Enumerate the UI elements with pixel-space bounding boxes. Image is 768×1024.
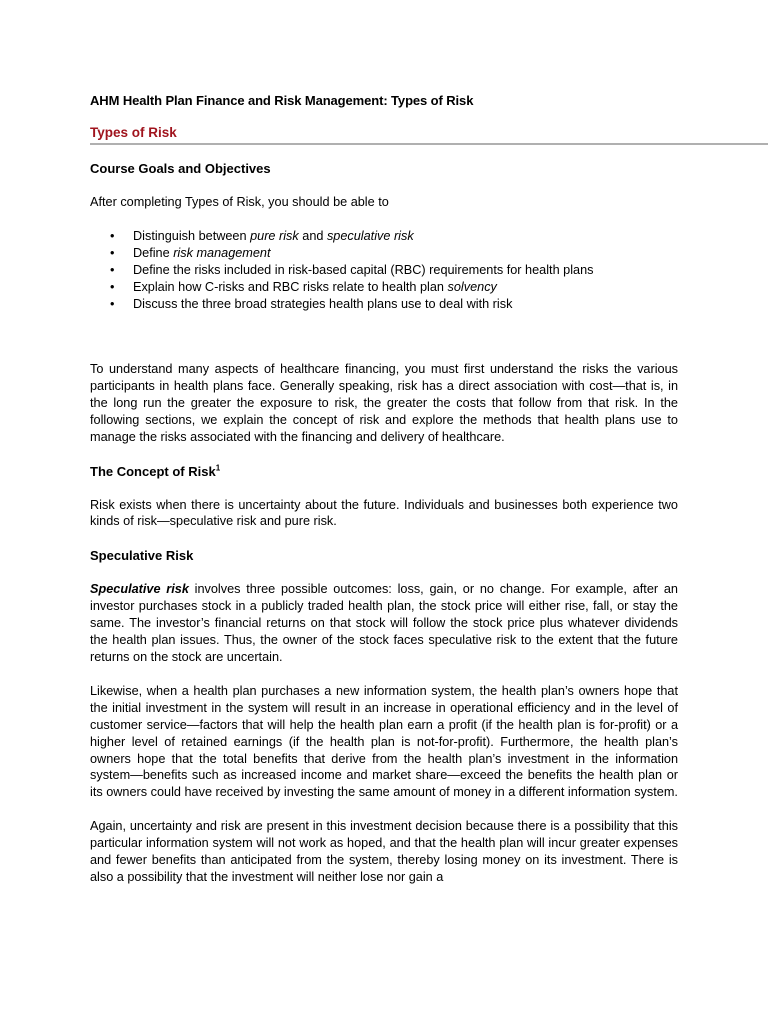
speculative-paragraph-3: Again, uncertainty and risk are present in this investment decision because there is a possibility that this particular information system will not work as hoped, and that the health plan will incur greater expenses and fewer benefits than anticipated from the system, thereby losing money on its investment. There is also a possibility that the investment will neither lose nor gain a bbox=[90, 819, 678, 884]
goal-item: • Explain how C-risks and RBC risks relate to health plan solvency bbox=[90, 279, 678, 296]
goals-intro: After completing Types of Risk, you should be able to bbox=[90, 195, 389, 209]
section-heading-text: Types of Risk bbox=[90, 125, 177, 140]
goal-item: • Define risk management bbox=[90, 245, 678, 262]
speculative-term: Speculative risk bbox=[90, 582, 189, 597]
concept-paragraph: Risk exists when there is uncertainty about the future. Individuals and businesses both experience two kinds of risk—speculative risk and pure risk. bbox=[90, 497, 678, 529]
speculative-paragraph-1: Speculative risk involves three possible outcomes: loss, gain, or no change. For example, after an investor purchases stock in a publicly traded health plan, the stock price will either rise, fall, or stay the same. The investor’s financial returns on that stock will follow the stock price plus whatever dividends the health plan issues. Thus, the owner of the stock faces speculative risk to the extent that the future returns on the stock are uncertain. bbox=[90, 582, 678, 664]
document-title: AHM Health Plan Finance and Risk Management: Types of Risk bbox=[90, 93, 474, 108]
speculative-heading: Speculative Risk bbox=[90, 548, 194, 564]
document-body bbox=[90, 92, 678, 886]
intro-paragraph: To understand many aspects of healthcare financing, you must first understand the risks the various participants in health plans face. Generally speaking, risk has a direct association with cost—that is, in the long run the greater the exposure to risk, the greater the costs that follow from that risk. In the following sections, we explain the concept of risk and explore the methods that health plans use to manage the risks associated with the financing and delivery of healthcare. bbox=[90, 362, 678, 444]
speculative-paragraph-2: Likewise, when a health plan purchases a new information system, the health plan’s owners hope that the initial investment in the system will result in an increase in operational efficiency and in the level of customer service—factors that will help the health plan earn a profit (if the health plan is for-profit) or a higher level of retained earnings (if the health plan is not-for-profit). Furthermore, the health plan’s owners hope that the total benefits that derive from the health plan’s investment in the information system—benefits such as increased income and market share—exceed the benefits the health plan or its owners could have received by investing the same amount of money in a different information system. bbox=[90, 683, 678, 800]
goals-list bbox=[90, 228, 678, 313]
goal-item: • Define the risks included in risk-based capital (RBC) requirements for health plans bbox=[90, 262, 678, 279]
goals-heading: Course Goals and Objectives bbox=[90, 161, 271, 176]
goal-item: • Distinguish between pure risk and speculative risk bbox=[90, 228, 678, 245]
concept-heading: The Concept of Risk$^1$ bbox=[90, 463, 221, 479]
footnote-mark: 1 bbox=[215, 463, 221, 473]
goal-item: • Discuss the three broad strategies health plans use to deal with risk bbox=[90, 296, 678, 313]
section-heading bbox=[90, 124, 768, 145]
